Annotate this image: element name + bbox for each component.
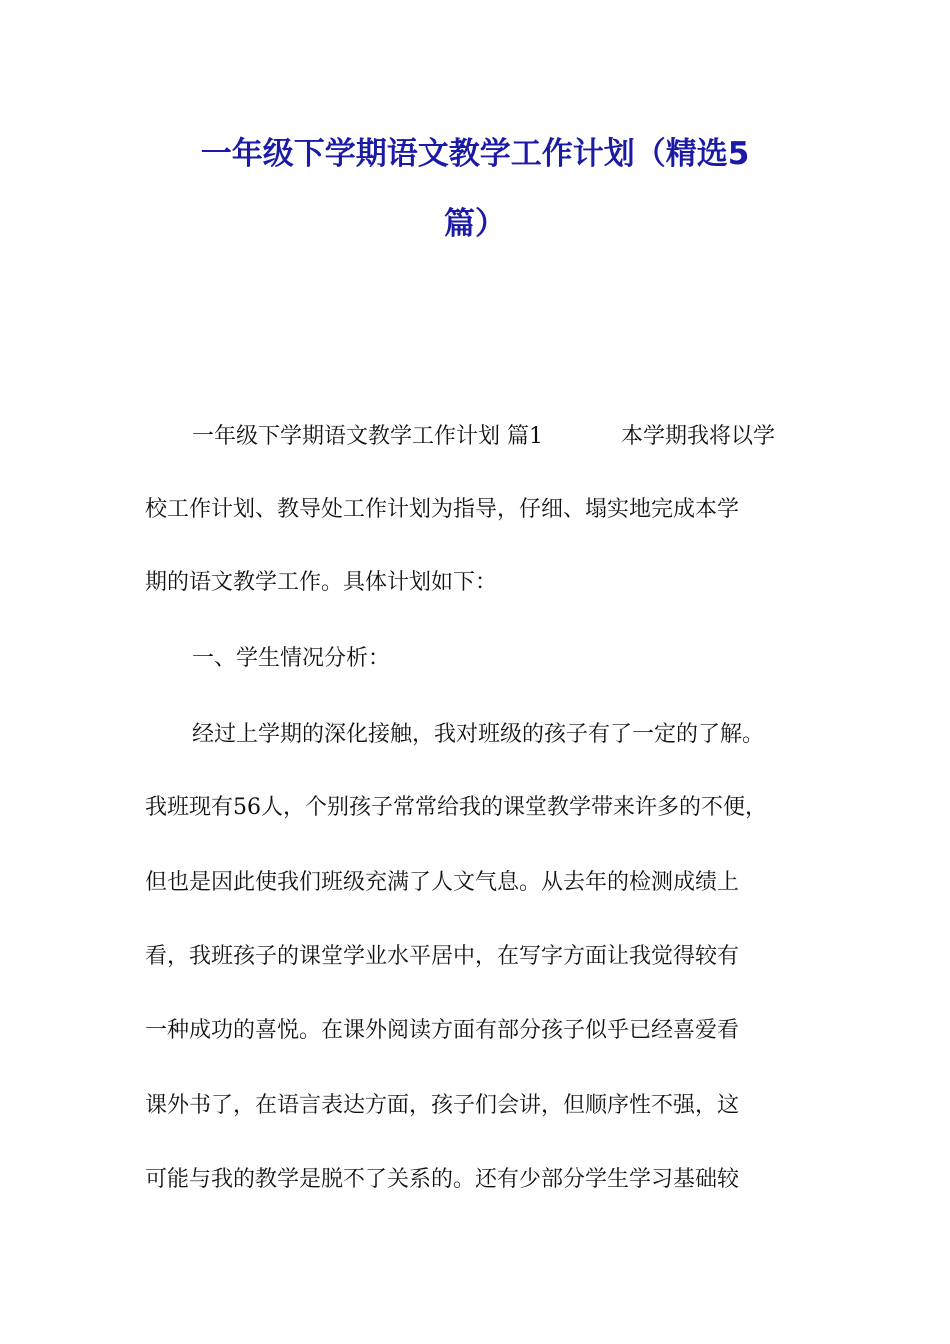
paragraph-1-line-2: 校工作计划、教导处工作计划为指导，仔细、塌实地完成本学	[145, 497, 740, 522]
paragraph-2-line-4: 看，我班孩子的课堂学业水平居中，在写字方面让我觉得较有	[145, 944, 740, 969]
paragraph-2-line-3: 但也是因此使我们班级充满了人文气息。从去年的检测成绩上	[145, 870, 740, 895]
paragraph-2-line-5: 一种成功的喜悦。在课外阅读方面有部分孩子似乎已经喜爱看	[145, 1018, 740, 1043]
paragraph-2-line-6: 课外书了，在语言表达方面，孩子们会讲，但顺序性不强，这	[145, 1093, 740, 1118]
paragraph-2-line-7: 可能与我的教学是脱不了关系的。还有少部分学生学习基础较	[145, 1167, 740, 1192]
paragraph-2-line-2: 我班现有56人，个别孩子常常给我的课堂教学带来许多的不便，	[145, 795, 767, 820]
section-heading-student-analysis: 一、学生情况分析：	[192, 646, 391, 671]
paragraph-1-line-1	[192, 421, 867, 453]
paragraph-2-line-1: 经过上学期的深化接触，我对班级的孩子有了一定的了解。	[192, 722, 765, 747]
document-title-line-1: 一年级下学期语文教学工作计划（精选5	[200, 136, 750, 172]
document-title-line-2: 篇）	[444, 206, 506, 242]
paragraph-1-intro-text: 本学期我将以学	[621, 424, 776, 449]
paragraph-1-line-3: 期的语文教学工作。具体计划如下：	[145, 570, 498, 595]
section-heading-article-1: 一年级下学期语文教学工作计划 篇1	[192, 424, 543, 449]
